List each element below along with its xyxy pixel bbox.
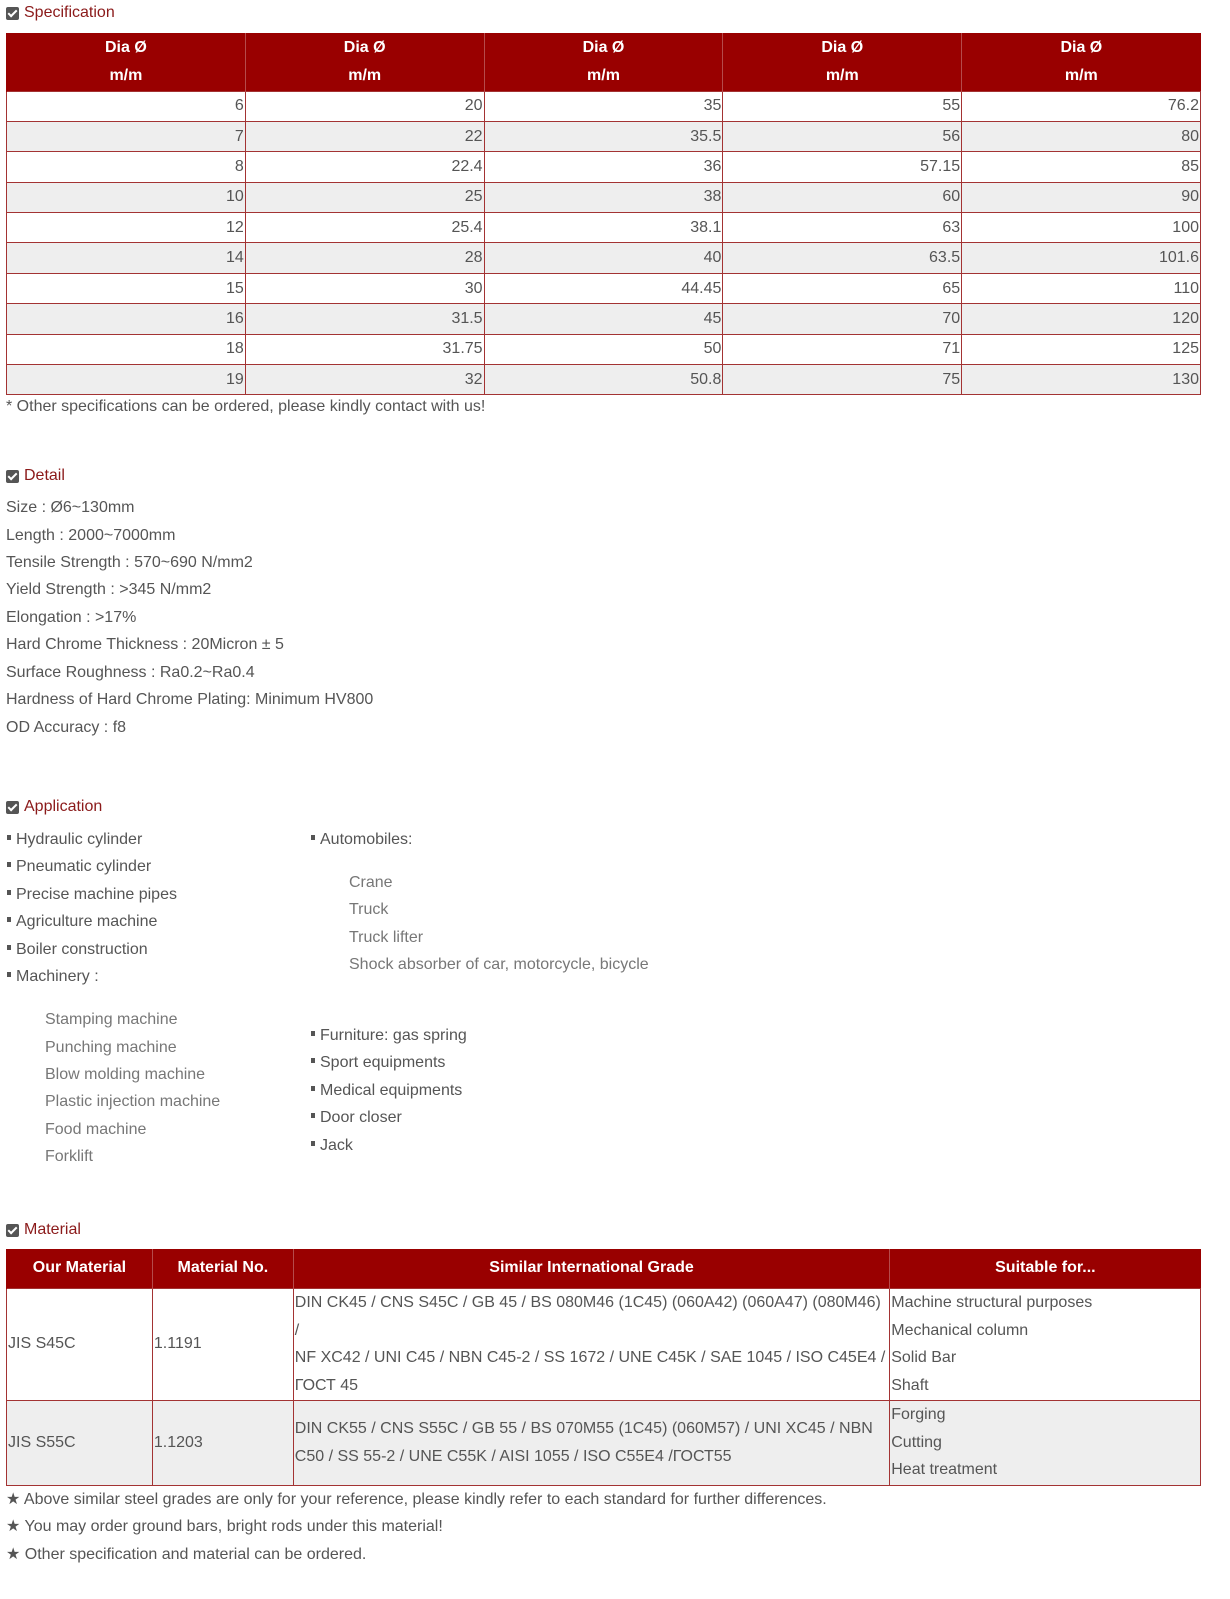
- column-header: Dia Ø m/m: [723, 33, 962, 91]
- bullet-icon: [7, 945, 11, 950]
- checkbox-icon: [6, 470, 19, 483]
- table-cell: 30: [245, 273, 484, 303]
- table-cell: 8: [7, 152, 246, 182]
- table-cell: 28: [245, 243, 484, 273]
- table-row: [7, 152, 1201, 182]
- table-cell: 22.4: [245, 152, 484, 182]
- detail-length: Length : 2000~7000mm: [6, 527, 176, 544]
- list-item: Jack: [311, 1136, 353, 1156]
- list-item: Agriculture machine: [7, 912, 157, 932]
- list-item: Blow molding machine: [45, 1066, 206, 1083]
- bullet-icon: [7, 862, 11, 867]
- table-cell: JIS S55C: [7, 1400, 153, 1485]
- detail-od-accuracy: OD Accuracy : f8: [6, 719, 127, 736]
- bullet-icon: [7, 890, 11, 895]
- section-title-material: [6, 1220, 81, 1240]
- table-cell: 14: [7, 243, 246, 273]
- table-row: [7, 273, 1201, 303]
- specification-table: [6, 33, 1201, 395]
- column-header: Dia Ø m/m: [245, 33, 484, 91]
- table-header-row: [7, 33, 1201, 91]
- column-header: Similar International Grade: [293, 1249, 889, 1288]
- list-item: Truck lifter: [349, 929, 424, 946]
- table-cell: 71: [723, 334, 962, 364]
- table-cell: DIN CK45 / CNS S45C / GB 45 / BS 080M46 (1C45) (060A42) (060A47) (080M46) / NF XC42 / UNI C45 / NBN C45-2 / SS 1672 / UNE C45K / SAE 1045 / ISO C45E4 / ГОСТ 45: [293, 1288, 889, 1400]
- list-item: Truck: [349, 901, 389, 918]
- material-table: [6, 1249, 1201, 1486]
- bullet-icon: [311, 1031, 315, 1036]
- section-title-label: Material: [24, 1221, 81, 1238]
- table-cell: 40: [484, 243, 723, 273]
- list-item: Food machine: [45, 1121, 147, 1138]
- table-cell: 76.2: [962, 91, 1201, 121]
- table-cell: 12: [7, 213, 246, 243]
- table-header-row: [7, 1249, 1201, 1288]
- material-note: ★ You may order ground bars, bright rods under this material!: [6, 1518, 443, 1535]
- table-cell: 110: [962, 273, 1201, 303]
- list-item: Boiler construction: [7, 940, 148, 960]
- table-cell: 65: [723, 273, 962, 303]
- detail-hardness: Hardness of Hard Chrome Plating: Minimum HV800: [6, 691, 374, 708]
- table-cell: 50.8: [484, 365, 723, 395]
- column-header: Dia Ø m/m: [484, 33, 723, 91]
- specification-note: * Other specifications can be ordered, please kindly contact with us!: [6, 398, 486, 415]
- table-cell: 63: [723, 213, 962, 243]
- list-item: Punching machine: [45, 1039, 177, 1056]
- table-cell: 32: [245, 365, 484, 395]
- table-cell: 55: [723, 91, 962, 121]
- table-cell: 20: [245, 91, 484, 121]
- detail-tensile-strength: Tensile Strength : 570~690 N/mm2: [6, 554, 253, 571]
- column-header: Dia Ø m/m: [7, 33, 246, 91]
- list-item: Plastic injection machine: [45, 1093, 221, 1110]
- section-title-specification: [6, 3, 115, 23]
- table-row: [7, 182, 1201, 212]
- section-title-detail: [6, 466, 65, 486]
- column-header: Dia Ø m/m: [962, 33, 1201, 91]
- table-cell: 57.15: [723, 152, 962, 182]
- list-item: Pneumatic cylinder: [7, 857, 151, 877]
- bullet-icon: [7, 917, 11, 922]
- table-cell: 60: [723, 182, 962, 212]
- table-cell: Machine structural purposes Mechanical column Solid Bar Shaft: [890, 1288, 1201, 1400]
- list-item: Hydraulic cylinder: [7, 830, 142, 850]
- material-note: ★ Above similar steel grades are only for your reference, please kindly refer to each standard for further differences.: [6, 1491, 827, 1508]
- bullet-icon: [311, 1113, 315, 1118]
- material-note: ★ Other specification and material can be ordered.: [6, 1546, 367, 1563]
- table-cell: 63.5: [723, 243, 962, 273]
- table-cell: 38: [484, 182, 723, 212]
- section-title-application: [6, 797, 102, 817]
- table-cell: Forging Cutting Heat treatment: [890, 1400, 1201, 1485]
- table-row: [7, 1288, 1201, 1400]
- table-cell: 7: [7, 121, 246, 151]
- table-row: [7, 365, 1201, 395]
- bullet-icon: [311, 1141, 315, 1146]
- table-cell: 36: [484, 152, 723, 182]
- table-cell: 45: [484, 304, 723, 334]
- list-item: Sport equipments: [311, 1053, 445, 1073]
- bullet-icon: [7, 835, 11, 840]
- column-header: Material No.: [152, 1249, 293, 1288]
- table-cell: 85: [962, 152, 1201, 182]
- list-item: Door closer: [311, 1108, 402, 1128]
- table-cell: 44.45: [484, 273, 723, 303]
- table-cell: 38.1: [484, 213, 723, 243]
- section-title-label: Application: [24, 798, 103, 815]
- list-item: Crane: [349, 874, 393, 891]
- table-row: [7, 121, 1201, 151]
- table-cell: 16: [7, 304, 246, 334]
- bullet-icon: [311, 1058, 315, 1063]
- list-item: Furniture: gas spring: [311, 1026, 467, 1046]
- list-item: Forklift: [45, 1148, 93, 1165]
- table-cell: 70: [723, 304, 962, 334]
- table-cell: 1.1203: [152, 1400, 293, 1485]
- detail-chrome-thickness: Hard Chrome Thickness : 20Micron ± 5: [6, 636, 284, 653]
- table-cell: 90: [962, 182, 1201, 212]
- list-item: Shock absorber of car, motorcycle, bicycle: [349, 956, 649, 973]
- table-cell: 6: [7, 91, 246, 121]
- table-cell: 125: [962, 334, 1201, 364]
- section-title-label: Specification: [24, 4, 115, 21]
- checkbox-icon: [6, 7, 19, 20]
- column-header: Suitable for...: [890, 1249, 1201, 1288]
- table-cell: 25: [245, 182, 484, 212]
- bullet-icon: [7, 972, 11, 977]
- checkbox-icon: [6, 1224, 19, 1237]
- table-cell: 56: [723, 121, 962, 151]
- table-cell: 1.1191: [152, 1288, 293, 1400]
- table-cell: 130: [962, 365, 1201, 395]
- table-cell: 31.5: [245, 304, 484, 334]
- detail-elongation: Elongation : >17%: [6, 609, 137, 626]
- list-item: Precise machine pipes: [7, 885, 177, 905]
- table-cell: 19: [7, 365, 246, 395]
- list-item: Machinery :: [7, 967, 99, 987]
- list-item: Automobiles:: [311, 830, 413, 850]
- table-cell: 101.6: [962, 243, 1201, 273]
- table-row: [7, 243, 1201, 273]
- table-cell: 100: [962, 213, 1201, 243]
- table-row: [7, 334, 1201, 364]
- bullet-icon: [311, 1086, 315, 1091]
- table-cell: 80: [962, 121, 1201, 151]
- table-cell: DIN CK55 / CNS S55C / GB 55 / BS 070M55 (1C45) (060M57) / UNI XC45 / NBN C50 / SS 55-2 / UNE C55K / AISI 1055 / ISO C55E4 /ГОСТ55: [293, 1400, 889, 1485]
- detail-surface-roughness: Surface Roughness : Ra0.2~Ra0.4: [6, 664, 255, 681]
- table-cell: 35: [484, 91, 723, 121]
- table-cell: 18: [7, 334, 246, 364]
- table-row: [7, 1400, 1201, 1485]
- bullet-icon: [311, 835, 315, 840]
- table-cell: 75: [723, 365, 962, 395]
- detail-size: Size : Ø6~130mm: [6, 499, 135, 516]
- list-item: Stamping machine: [45, 1011, 178, 1028]
- table-cell: 25.4: [245, 213, 484, 243]
- table-cell: 50: [484, 334, 723, 364]
- table-row: [7, 213, 1201, 243]
- table-cell: 10: [7, 182, 246, 212]
- table-cell: 31.75: [245, 334, 484, 364]
- table-cell: 120: [962, 304, 1201, 334]
- list-item: Medical equipments: [311, 1081, 462, 1101]
- table-row: [7, 304, 1201, 334]
- table-row: [7, 91, 1201, 121]
- table-cell: 35.5: [484, 121, 723, 151]
- detail-yield-strength: Yield Strength : >345 N/mm2: [6, 581, 212, 598]
- section-title-label: Detail: [24, 467, 65, 484]
- table-cell: 22: [245, 121, 484, 151]
- table-cell: JIS S45C: [7, 1288, 153, 1400]
- checkbox-icon: [6, 801, 19, 814]
- column-header: Our Material: [7, 1249, 153, 1288]
- table-cell: 15: [7, 273, 246, 303]
